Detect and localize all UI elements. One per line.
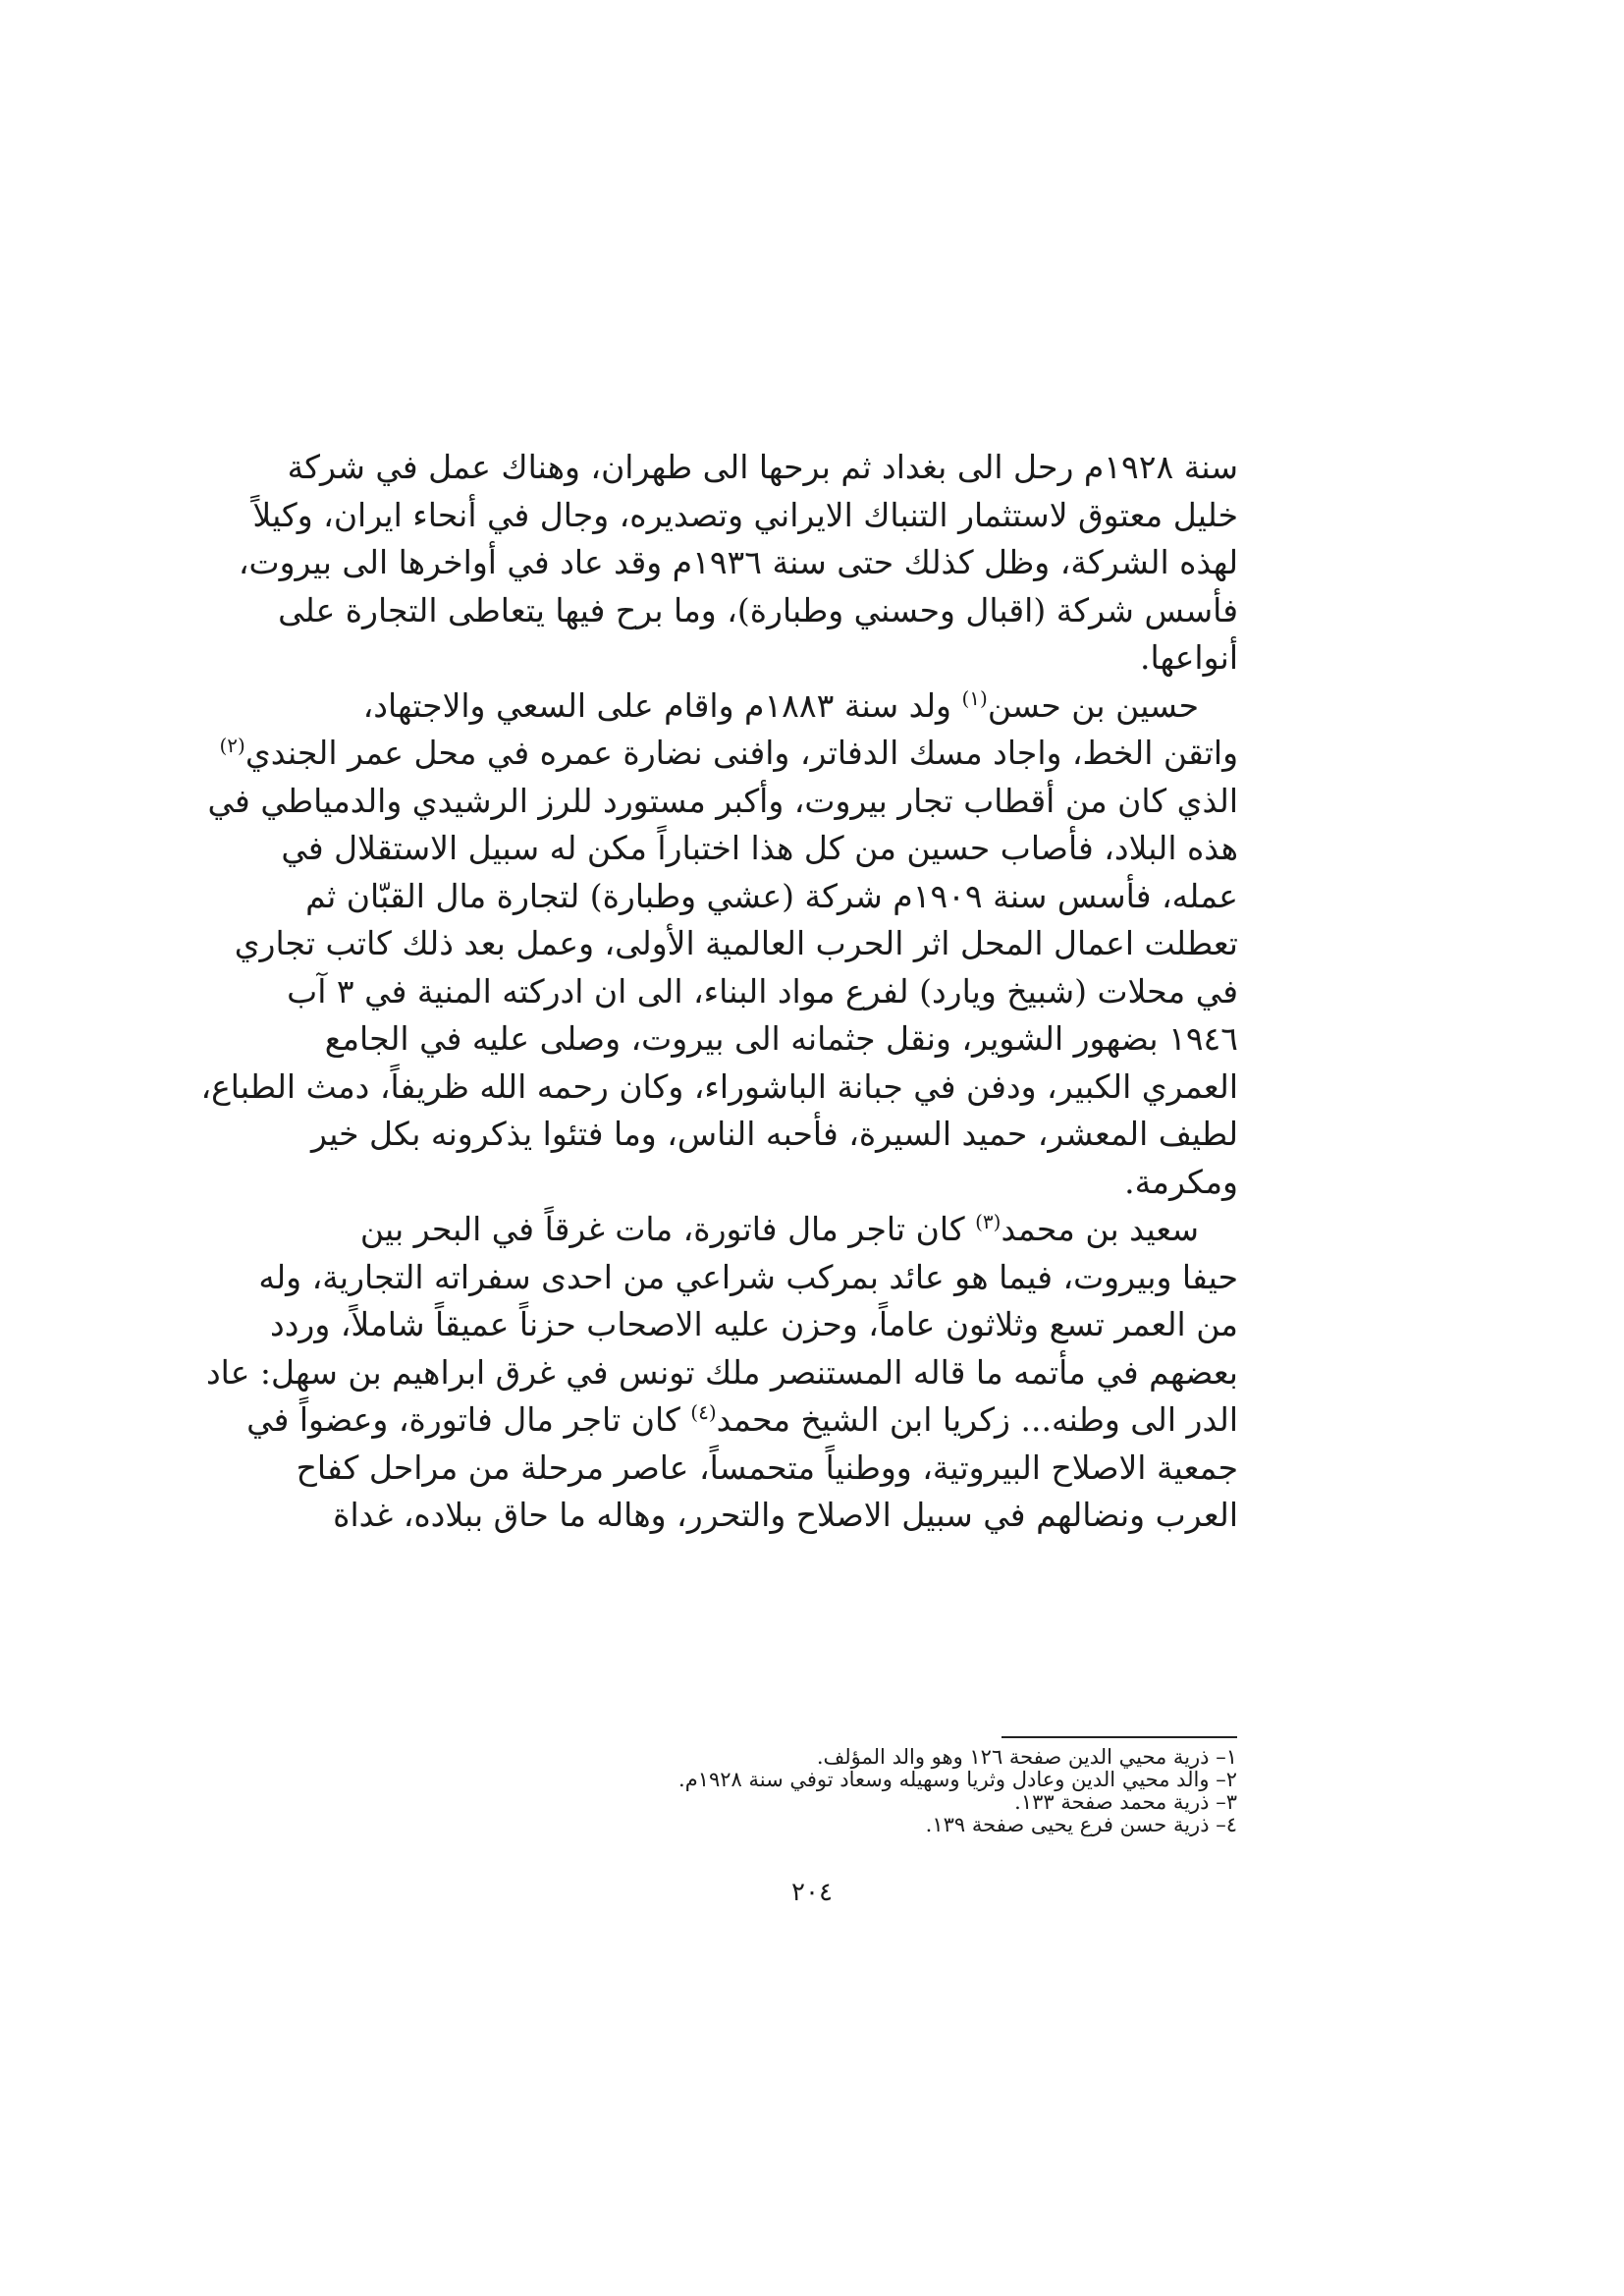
text-line <box>362 683 1238 731</box>
text-line: لهذه الشركة، وظل كذلك حتى سنة ١٩٣٦م وقد عاد في أواخرها الى بيروت، <box>238 543 1238 581</box>
text-line: عمله، فأسس سنة ١٩٠٩م شركة (عشي وطبارة) لتجارة مال القبّان ثم <box>305 876 1238 915</box>
footnote-divider <box>1001 1736 1237 1738</box>
text-line: أنواعها. <box>1139 638 1238 677</box>
text-line: في محلات (شبيخ ويارد) لفرع مواد البناء، الى ان ادركته المنية في ٣ آب <box>287 971 1238 1011</box>
person-name: سعيد بن محمد <box>1001 1210 1199 1248</box>
page-number: ٢٠٤ <box>791 1878 833 1907</box>
text-line: فأسس شركة (اقبال وحسني وطبارة)، وما برح فيها يتعاطى التجارة على <box>278 590 1238 629</box>
footnote-mark: (٢) <box>219 734 245 757</box>
footnote: ٢– والد محيي الدين وعادل وثريا وسهيله وسعاد توفي سنة ١٩٢٨م. <box>678 1768 1237 1791</box>
footnote-mark: (١) <box>961 685 988 710</box>
footnotes <box>678 1745 1237 1836</box>
text-fragment: واتقن الخط، واجاد مسك الدفاتر، وافنى نضارة عمره في محل عمر الجندي <box>244 734 1238 772</box>
text-line: من العمر تسع وثلاثون عاماً، وحزن عليه الاصحاب حزناً عميقاً شاملاً، وردد <box>270 1305 1238 1343</box>
text-fragment: كان تاجر مال فاتورة، وعضواً في <box>246 1400 680 1439</box>
footnote-mark: (٤) <box>690 1400 717 1424</box>
text-line: هذه البلاد، فأصاب حسين من كل هذا اختباراً مكن له سبيل الاستقلال في <box>281 829 1238 867</box>
text-line <box>219 730 1238 778</box>
text-line: الذي كان من أقطاب تجار بيروت، وأكبر مستورد للرز الرشيدي والدمياطي في <box>207 781 1238 820</box>
text-line: العرب ونضالهم في سبيل الاصلاح والتحرر، وهاله ما حاق ببلاده، غداة <box>333 1496 1238 1534</box>
text-line: العمري الكبير، ودفن في جبانة الباشوراء، وكان رحمه الله ظريفاً، دمث الطباع، <box>200 1066 1238 1106</box>
footnote: ١– ذرية محيي الدين صفحة ١٢٦ وهو والد المؤلف. <box>816 1745 1237 1769</box>
footnote: ٤– ذرية حسن فرع يحيى صفحة ١٣٩. <box>925 1813 1237 1836</box>
text-line: ١٩٤٦ بضهور الشوير، ونقل جثمانه الى بيروت، وصلى عليه في الجامع <box>324 1019 1238 1058</box>
text-line: خليل معتوق لاستثمار التنباك الايراني وتصديره، وجال في أنحاء ايران، وكيلاً <box>252 495 1238 534</box>
person-name: حسين بن حسن <box>987 685 1199 725</box>
text-line: حيفا وبيروت، فيما هو عائد بمركب شراعي من احدى سفراته التجارية، وله <box>258 1257 1238 1296</box>
text-line: بعضهم في مأتمه ما قاله المستنصر ملك تونس في غرق ابراهيم بن سهل: عاد <box>205 1352 1238 1392</box>
main-text <box>200 444 1238 1540</box>
text-fragment: الدر الى وطنه... زكريا ابن الشيخ محمد <box>716 1400 1238 1439</box>
text-line: ومكرمة. <box>1124 1162 1238 1201</box>
text-line: لطيف المعشر، حميد السيرة، فأحبه الناس، وما فتئوا يذكرونه بكل خير <box>310 1115 1238 1153</box>
text-line: سنة ١٩٢٨م رحل الى بغداد ثم برحها الى طهران، وهناك عمل في شركة <box>287 448 1238 486</box>
footnote: ٣– ذرية محمد صفحة ١٣٣. <box>1014 1790 1237 1814</box>
text-line <box>359 1206 1238 1254</box>
text-line <box>246 1396 1238 1445</box>
text-fragment: ولد سنة ١٨٨٣م واقام على السعي والاجتهاد، <box>362 685 951 725</box>
text-line: تعطلت اعمال المحل اثر الحرب العالمية الأولى، وعمل بعد ذلك كاتب تجاري <box>234 924 1238 962</box>
footnote-mark: (٣) <box>975 1210 1001 1233</box>
text-fragment: كان تاجر مال فاتورة، مات غرقاً في البحر بين <box>359 1210 965 1248</box>
text-line: جمعية الاصلاح البيروتية، ووطنياً متحمساً، عاصر مرحلة من مراحل كفاح <box>296 1448 1238 1487</box>
